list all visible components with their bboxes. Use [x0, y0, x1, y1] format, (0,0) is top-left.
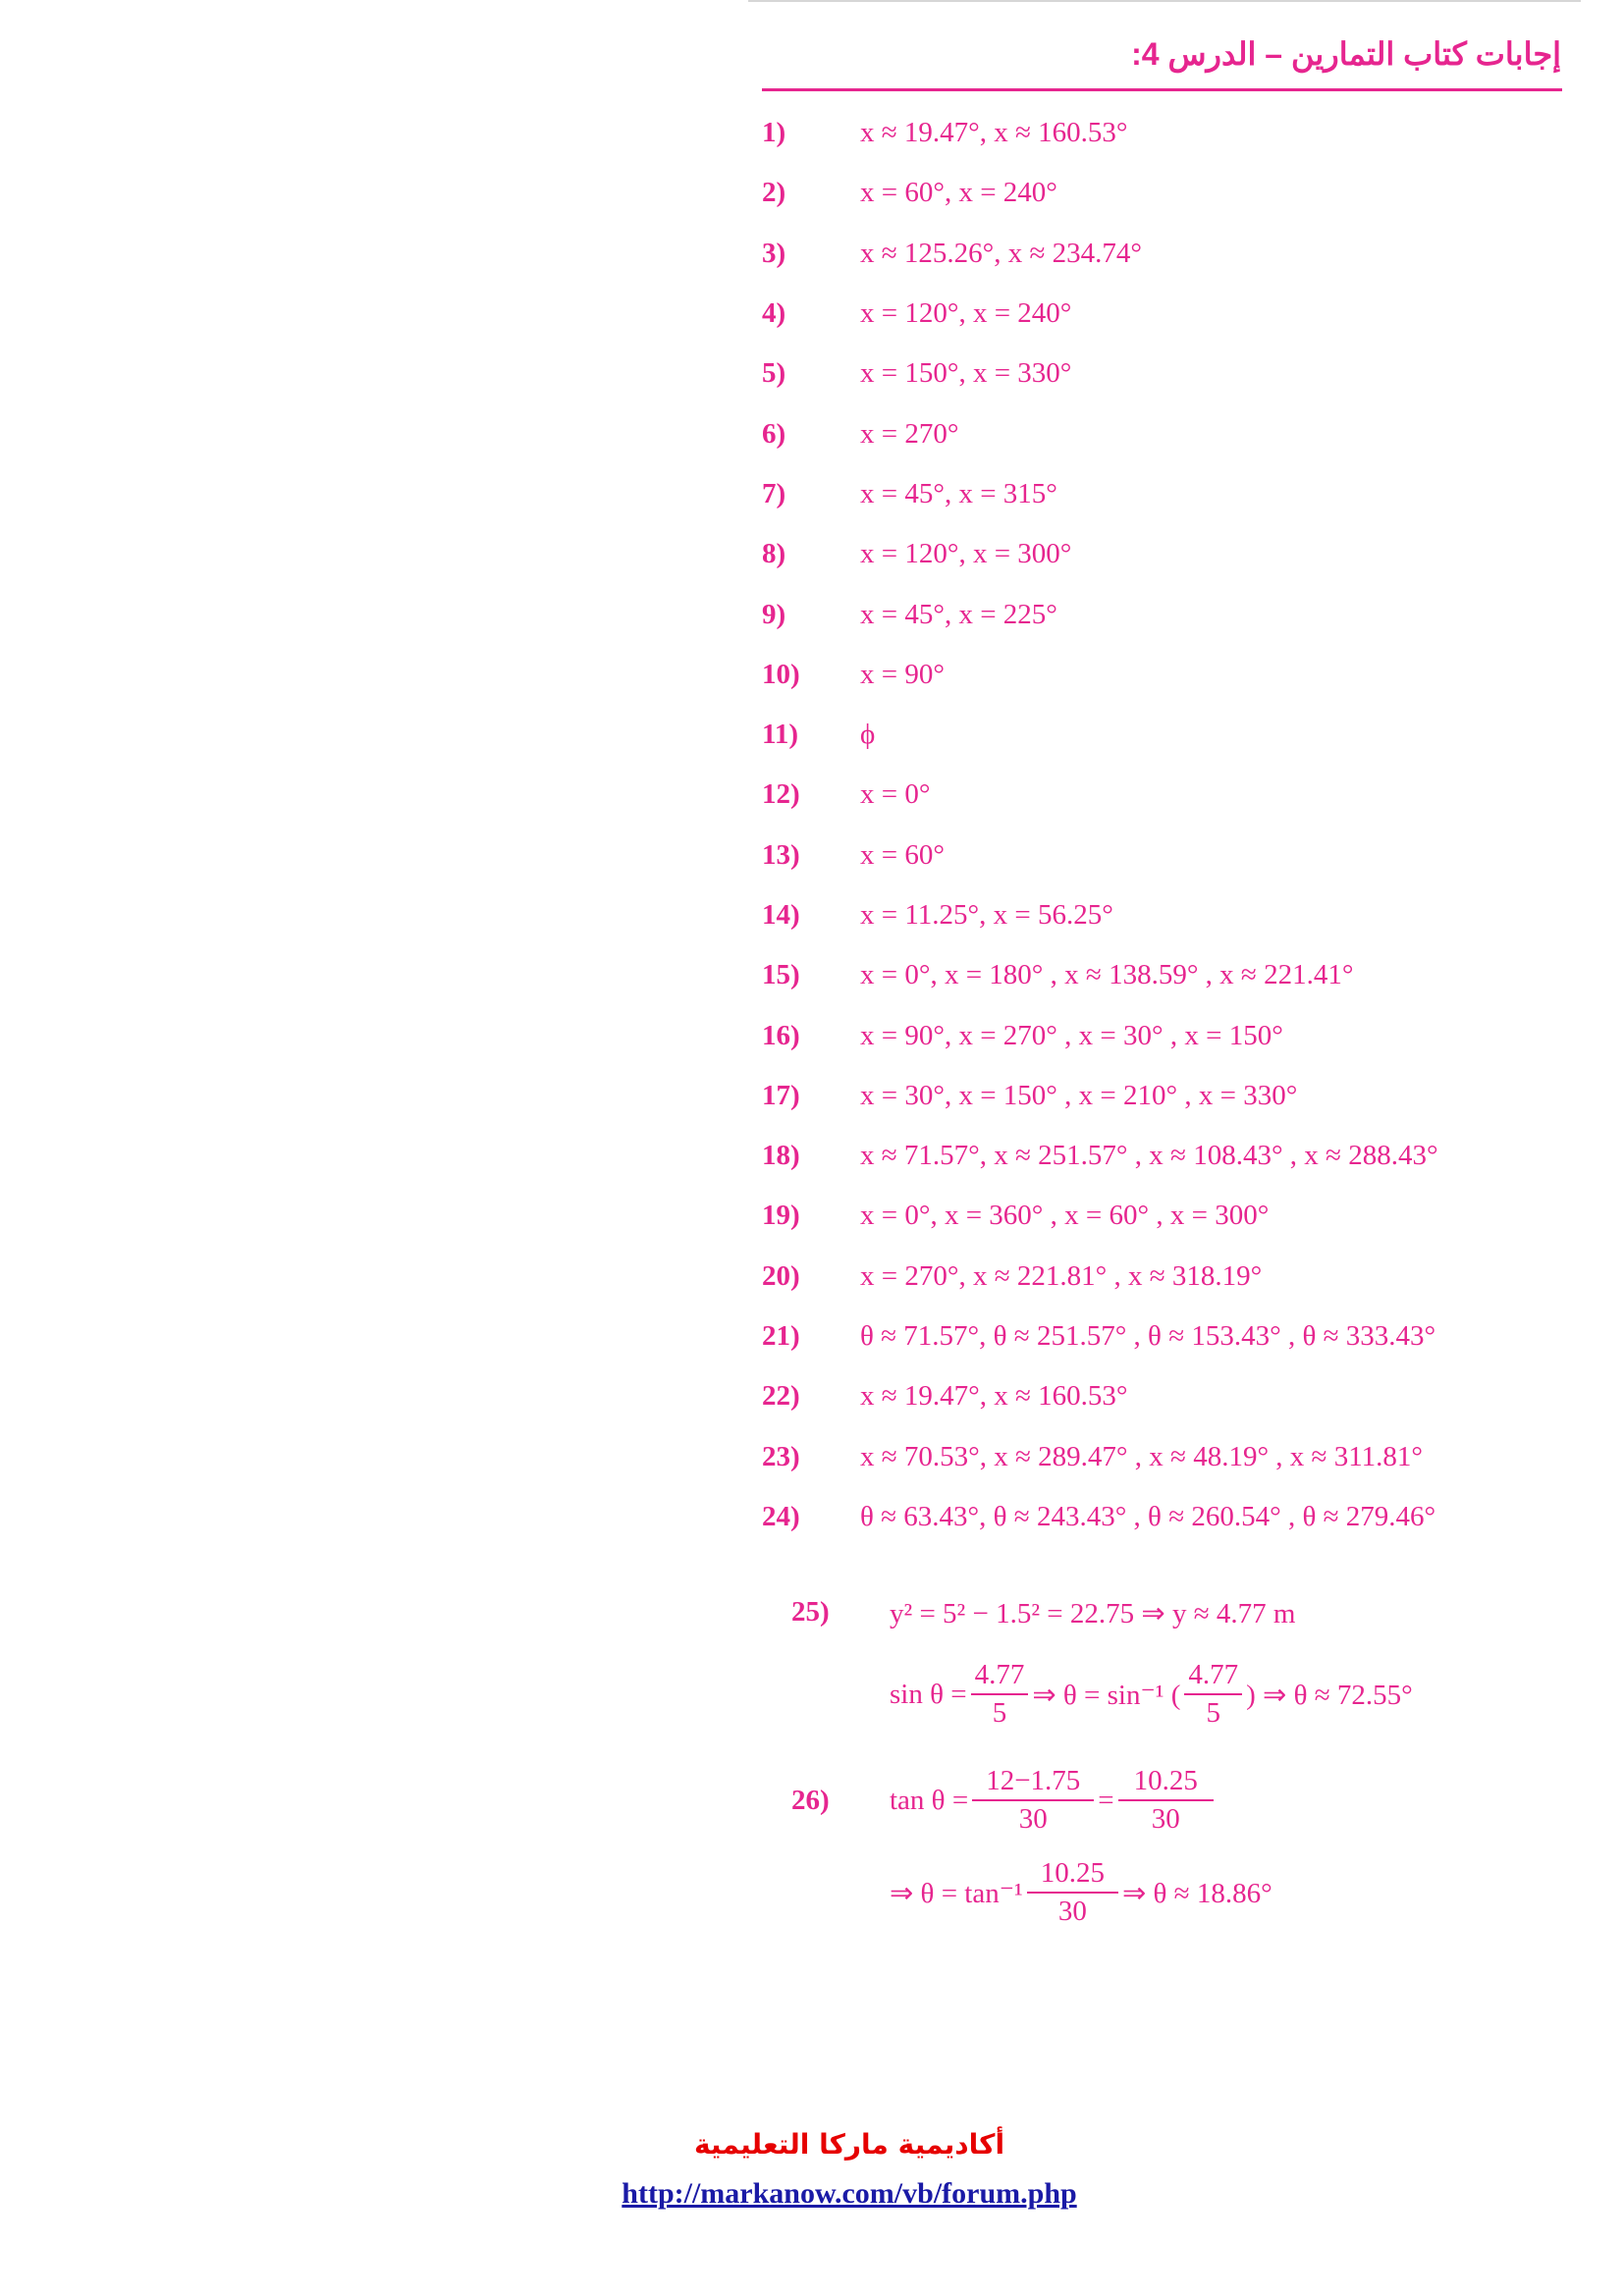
answer-text: x ≈ 71.57°, x ≈ 251.57° , x ≈ 108.43° , x ≈ 288.43° [860, 1140, 1438, 1172]
fraction [971, 1659, 1029, 1730]
answer-row [762, 524, 1567, 584]
answer-row [762, 103, 1567, 163]
answer-row [762, 826, 1567, 885]
answer-text: x = 45°, x = 225° [860, 598, 1057, 630]
equation-part: sin θ = [890, 1678, 967, 1710]
denominator: 30 [1057, 1896, 1087, 1927]
numerator: 4.77 [971, 1659, 1029, 1695]
answer-row [762, 765, 1567, 825]
equation-part: ) ⇒ θ ≈ 72.55° [1246, 1679, 1413, 1711]
fraction [1184, 1659, 1242, 1730]
answer-number: 6) [762, 417, 786, 450]
answer-number: 15) [762, 959, 800, 991]
fraction [972, 1765, 1094, 1836]
answer-number: 10) [762, 658, 800, 690]
denominator: 5 [1206, 1697, 1221, 1729]
answer-row [762, 224, 1567, 284]
answer-text: θ ≈ 71.57°, θ ≈ 251.57° , θ ≈ 153.43° , θ ≈ 333.43° [860, 1320, 1436, 1353]
answer-row [762, 645, 1567, 705]
answer-number: 8) [762, 538, 786, 570]
answer-number: 18) [762, 1140, 800, 1172]
answer-row [762, 1247, 1567, 1307]
footer-academy-name: أكاديمية ماركا التعليمية [693, 2128, 1005, 2161]
equation-part: ⇒ θ ≈ 18.86° [1121, 1877, 1272, 1909]
answer-number: 2) [762, 177, 786, 209]
answer-number: 11) [762, 719, 799, 751]
answer-number: 22) [762, 1380, 800, 1413]
answer-text: x = 11.25°, x = 56.25° [860, 899, 1113, 931]
answer-number: 3) [762, 237, 786, 269]
answer-row [762, 163, 1567, 223]
numerator: 10.25 [1118, 1765, 1214, 1801]
denominator: 30 [1151, 1803, 1180, 1835]
equation-part: ⇒ θ = tan⁻¹ [890, 1877, 1023, 1909]
answer-text: x = 120°, x = 240° [860, 297, 1072, 330]
answer-text: x ≈ 70.53°, x ≈ 289.47° , x ≈ 48.19° , x ≈ 311.81° [860, 1440, 1423, 1472]
answer-number: 4) [762, 297, 786, 330]
answer-number: 21) [762, 1320, 800, 1353]
answer-number: 23) [762, 1440, 800, 1472]
answer-row [762, 945, 1567, 1005]
answer-text: x = 0° [860, 778, 931, 811]
equation-part: = [1098, 1784, 1114, 1816]
answer-text: x ≈ 125.26°, x ≈ 234.74° [860, 237, 1143, 269]
footer-forum-link[interactable]: http://markanow.com/vb/forum.php [622, 2177, 1077, 2210]
answer-row [762, 1366, 1567, 1426]
answer-number: 13) [762, 838, 800, 871]
answer-text: x ≈ 19.47°, x ≈ 160.53° [860, 1380, 1128, 1413]
answer-number: 9) [762, 598, 786, 630]
answer-number: 14) [762, 899, 800, 931]
answer-row [762, 1487, 1567, 1547]
equation-part: tan θ = [890, 1784, 969, 1816]
answer-text: x = 45°, x = 315° [860, 477, 1057, 509]
answer-25-line1: y² = 5² − 1.5² = 22.75 ⇒ y ≈ 4.77 m [890, 1598, 1296, 1629]
top-divider [748, 0, 1581, 2]
answer-row [762, 1307, 1567, 1366]
numerator: 10.25 [1027, 1857, 1118, 1894]
answer-text: θ ≈ 63.43°, θ ≈ 243.43° , θ ≈ 260.54° , θ ≈ 279.46° [860, 1500, 1436, 1532]
numerator: 12−1.75 [972, 1765, 1094, 1801]
answer-text: ϕ [860, 719, 876, 751]
answer-text: x = 120°, x = 300° [860, 538, 1072, 570]
answer-row [762, 403, 1567, 463]
answer-text: x = 0°, x = 180° , x ≈ 138.59° , x ≈ 221.41° [860, 959, 1354, 991]
answer-row [762, 464, 1567, 524]
answer-number: 1) [762, 117, 786, 149]
numerator: 4.77 [1184, 1659, 1242, 1695]
answer-number: 5) [762, 357, 786, 390]
answer-text: x = 60° [860, 838, 945, 871]
answer-text: x ≈ 19.47°, x ≈ 160.53° [860, 117, 1128, 149]
answer-row [762, 705, 1567, 765]
page-title: إجابات كتاب التمارين – الدرس 4: [1131, 36, 1561, 72]
fraction [1118, 1765, 1214, 1836]
answer-number: 12) [762, 778, 800, 811]
answer-row [762, 1126, 1567, 1186]
answer-text: x = 270°, x ≈ 221.81° , x ≈ 318.19° [860, 1259, 1263, 1292]
answer-number: 25) [791, 1596, 830, 1628]
answer-row [762, 1066, 1567, 1126]
equation-part: ⇒ θ = sin⁻¹ ( [1032, 1679, 1181, 1711]
denominator: 5 [992, 1697, 1007, 1729]
answer-row [762, 584, 1567, 644]
title-underline [762, 88, 1562, 91]
answer-number: 20) [762, 1259, 800, 1292]
answer-text: x = 150°, x = 330° [860, 357, 1072, 390]
answer-number: 26) [791, 1785, 830, 1816]
answer-row [762, 1186, 1567, 1246]
denominator: 30 [1018, 1803, 1048, 1835]
answer-text: x = 30°, x = 150° , x = 210° , x = 330° [860, 1079, 1298, 1111]
answer-number: 7) [762, 477, 786, 509]
answer-26-line2 [890, 1857, 1272, 1928]
answer-number: 19) [762, 1200, 800, 1232]
answer-row [762, 284, 1567, 344]
answer-text: x = 90°, x = 270° , x = 30° , x = 150° [860, 1019, 1283, 1051]
answer-text: x = 90° [860, 658, 945, 690]
answer-26-line1 [890, 1765, 1218, 1836]
answer-row [762, 885, 1567, 945]
answer-number: 17) [762, 1079, 800, 1111]
answer-row [762, 344, 1567, 403]
answer-number: 24) [762, 1500, 800, 1532]
answer-number: 16) [762, 1019, 800, 1051]
answer-text: x = 0°, x = 360° , x = 60° , x = 300° [860, 1200, 1270, 1232]
answer-row [762, 1005, 1567, 1065]
fraction [1027, 1857, 1118, 1928]
answer-25-line2 [890, 1659, 1413, 1730]
answer-text: x = 60°, x = 240° [860, 177, 1057, 209]
answer-text: x = 270° [860, 417, 959, 450]
answers-list [762, 103, 1567, 1547]
answer-row [762, 1427, 1567, 1487]
